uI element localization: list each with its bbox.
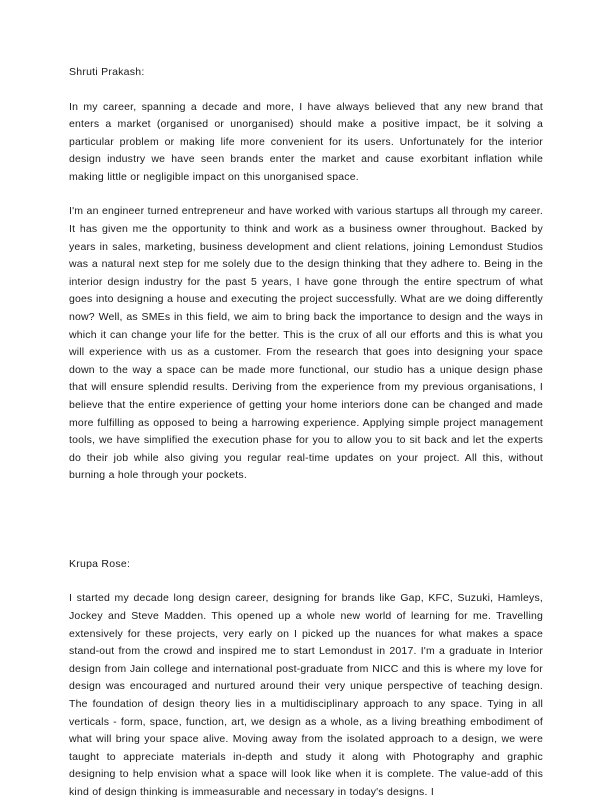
paragraph-krupa-1: I started my decade long design career, designing for brands like Gap, KFC, Suzuki, Hamleys, Jockey and Steve Madden. This opened up a whole new world of learning for me. Travelling extensively for these projects, very early on I picked up the nuances for what makes a space stand-out from the crowd and inspired me to start Lemondust in 2017. I'm a graduate in Interior design from Jain college and international post-graduate from NICC and this is where my love for design was encouraged and nurtured around their very unique perspective of teaching design. The foundation of design theory lies in a multidisciplinary approach to any space. Tying in all verticals - form, space, function, art, we design as a whole, as a living breathing embodiment of what will bring your space alive. Moving away from the isolated approach to a design, we were taught to appreciate materials in-depth and study it along with Photography and graphic designing to help envision what a space will look like when it is complete. The value-add of this kind of design thinking is immeasurable and necessary in today's designs. I	[69, 592, 543, 798]
paragraph-spacer	[69, 186, 543, 203]
speaker-heading-shruti-prakash: Shruti Prakash:	[69, 66, 145, 78]
section-spacer	[69, 485, 543, 556]
paragraph-shruti-2: I'm an engineer turned entrepreneur and have worked with various startups all through my career. It has given me the opportunity to think and work as a business owner throughout. Backed by years in sales, marketing, business development and client relations, joining Lemondust Studios was a natural next step for me solely due to the design thinking that they adhere to. Being in the interior design industry for the past 5 years, I have gone through the entire spectrum of what goes into designing a house and executing the project successfully. What are we doing differently now? Well, as SMEs in this field, we aim to bring back the importance to design and the ways in which it can change your life for the better. This is the crux of all our efforts and this is what you will experience with us as a customer. From the research that goes into designing your space down to the way a space can be made more functional, our studio has a unique design phase that will ensure splendid results. Deriving from the experience from my previous organisations, I believe that the entire experience of getting your home interiors done can be changed and made more fulfilling as opposed to being a harrowing experience. Applying simple project management tools, we have simplified the execution phase for you to allow you to sit back and let the experts do their job while also giving you regular real-time updates on your project. All this, without burning a hole through your pockets.	[69, 205, 543, 482]
paragraph-shruti-1: In my career, spanning a decade and more, I have always believed that any new brand that enters a market (organised or unorganised) should make a positive impact, be it solving a particular problem or making life more convenient for its users. Unfortunately for the interior design industry we have seen brands enter the market and cause exorbitant inflation while making little or negligible impact on this unorganised space.	[69, 100, 543, 183]
speaker-heading-krupa-rose: Krupa Rose:	[69, 557, 131, 570]
document-body	[69, 64, 543, 802]
